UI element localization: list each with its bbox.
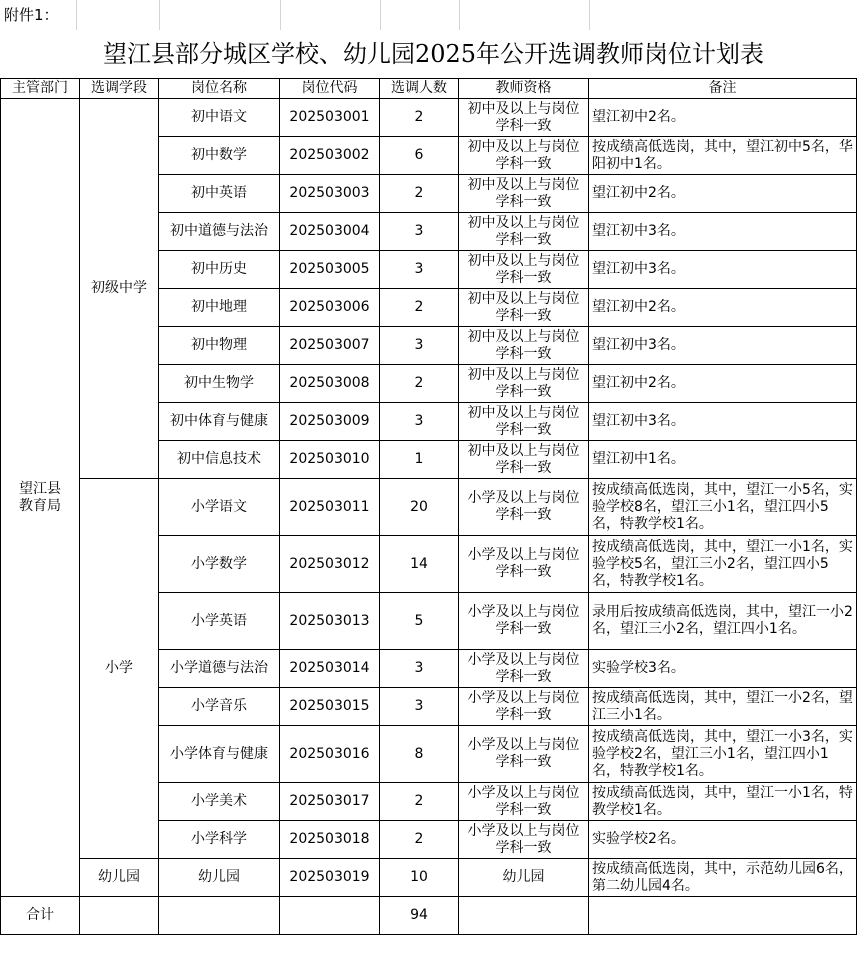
position-name: 初中生物学 — [159, 365, 280, 403]
position-code: 202503018 — [280, 821, 380, 859]
note: 望江初中1名。 — [589, 441, 857, 479]
position-count: 2 — [380, 365, 459, 403]
position-code: 202503006 — [280, 289, 380, 327]
qualification: 幼儿园 — [459, 859, 589, 897]
table-row — [1, 479, 857, 536]
header-row — [1, 79, 857, 99]
position-plan-table — [0, 78, 857, 935]
note: 实验学校2名。 — [589, 821, 857, 859]
total-label: 合计 — [1, 897, 80, 935]
position-count: 14 — [380, 536, 459, 593]
position-name: 初中信息技术 — [159, 441, 280, 479]
position-count: 3 — [380, 650, 459, 688]
position-count: 3 — [380, 403, 459, 441]
position-count: 2 — [380, 289, 459, 327]
attachment-label: 附件1： — [4, 6, 59, 24]
qualification: 初中及以上与岗位学科一致 — [459, 289, 589, 327]
header-count: 选调人数 — [380, 79, 459, 99]
header-notes: 备注 — [589, 79, 857, 99]
position-count: 3 — [380, 251, 459, 289]
note: 按成绩高低选岗，其中，望江一小2名，望江三小1名。 — [589, 688, 857, 726]
position-code: 202503005 — [280, 251, 380, 289]
position-name: 初中体育与健康 — [159, 403, 280, 441]
qualification: 初中及以上与岗位学科一致 — [459, 441, 589, 479]
position-name: 小学美术 — [159, 783, 280, 821]
qualification: 小学及以上与岗位学科一致 — [459, 726, 589, 783]
note: 望江初中2名。 — [589, 289, 857, 327]
empty-cell — [159, 897, 280, 935]
qualification: 小学及以上与岗位学科一致 — [459, 536, 589, 593]
qualification: 小学及以上与岗位学科一致 — [459, 688, 589, 726]
position-code: 202503014 — [280, 650, 380, 688]
position-name: 初中数学 — [159, 137, 280, 175]
qualification: 小学及以上与岗位学科一致 — [459, 479, 589, 536]
note: 望江初中2名。 — [589, 365, 857, 403]
header-stage: 选调学段 — [80, 79, 159, 99]
qualification: 初中及以上与岗位学科一致 — [459, 365, 589, 403]
stage-primary-cell: 小学 — [80, 479, 159, 859]
qualification: 小学及以上与岗位学科一致 — [459, 783, 589, 821]
empty-cell — [80, 897, 159, 935]
position-code: 202503002 — [280, 137, 380, 175]
position-name: 小学道德与法治 — [159, 650, 280, 688]
position-code: 202503013 — [280, 593, 380, 650]
position-count: 3 — [380, 327, 459, 365]
note: 实验学校3名。 — [589, 650, 857, 688]
stage-kindergarten-cell: 幼儿园 — [80, 859, 159, 897]
empty-cell — [280, 897, 380, 935]
position-code: 202503011 — [280, 479, 380, 536]
position-name: 小学音乐 — [159, 688, 280, 726]
note: 望江初中3名。 — [589, 403, 857, 441]
table-row — [1, 99, 857, 137]
qualification: 初中及以上与岗位学科一致 — [459, 403, 589, 441]
note: 望江初中2名。 — [589, 99, 857, 137]
position-code: 202503004 — [280, 213, 380, 251]
qualification: 初中及以上与岗位学科一致 — [459, 137, 589, 175]
position-code: 202503015 — [280, 688, 380, 726]
position-code: 202503010 — [280, 441, 380, 479]
position-code: 202503008 — [280, 365, 380, 403]
table-row — [1, 859, 857, 897]
qualification: 初中及以上与岗位学科一致 — [459, 213, 589, 251]
qualification: 小学及以上与岗位学科一致 — [459, 821, 589, 859]
header-position-name: 岗位名称 — [159, 79, 280, 99]
stage-junior-cell: 初级中学 — [80, 99, 159, 479]
position-name: 初中历史 — [159, 251, 280, 289]
position-count: 2 — [380, 99, 459, 137]
qualification: 小学及以上与岗位学科一致 — [459, 593, 589, 650]
empty-cell — [459, 897, 589, 935]
position-code: 202503017 — [280, 783, 380, 821]
position-name: 小学语文 — [159, 479, 280, 536]
spreadsheet-gridlines — [76, 0, 867, 30]
position-code: 202503019 — [280, 859, 380, 897]
department-cell: 望江县 教育局 — [1, 99, 80, 897]
position-name: 初中英语 — [159, 175, 280, 213]
qualification: 初中及以上与岗位学科一致 — [459, 251, 589, 289]
position-name: 初中地理 — [159, 289, 280, 327]
position-count: 10 — [380, 859, 459, 897]
note: 望江初中2名。 — [589, 175, 857, 213]
position-name: 小学数学 — [159, 536, 280, 593]
position-code: 202503007 — [280, 327, 380, 365]
position-count: 2 — [380, 175, 459, 213]
position-count: 5 — [380, 593, 459, 650]
position-count: 1 — [380, 441, 459, 479]
position-code: 202503003 — [280, 175, 380, 213]
position-count: 3 — [380, 213, 459, 251]
position-count: 2 — [380, 821, 459, 859]
position-code: 202503009 — [280, 403, 380, 441]
total-row — [1, 897, 857, 935]
qualification: 初中及以上与岗位学科一致 — [459, 175, 589, 213]
header-qualification: 教师资格 — [459, 79, 589, 99]
position-count: 6 — [380, 137, 459, 175]
position-count: 3 — [380, 688, 459, 726]
position-name: 小学体育与健康 — [159, 726, 280, 783]
note: 按成绩高低选岗，其中，望江一小5名，实验学校8名，望江三小1名，望江四小5名，特教学校1名。 — [589, 479, 857, 536]
position-name: 初中语文 — [159, 99, 280, 137]
header-department: 主管部门 — [1, 79, 80, 99]
empty-cell — [589, 897, 857, 935]
position-code: 202503012 — [280, 536, 380, 593]
note: 录用后按成绩高低选岗，其中，望江一小2名，望江三小2名，望江四小1名。 — [589, 593, 857, 650]
position-name: 小学科学 — [159, 821, 280, 859]
position-name: 初中道德与法治 — [159, 213, 280, 251]
qualification: 初中及以上与岗位学科一致 — [459, 99, 589, 137]
total-count: 94 — [380, 897, 459, 935]
header-position-code: 岗位代码 — [280, 79, 380, 99]
note: 按成绩高低选岗，其中，望江一小1名，特教学校1名。 — [589, 783, 857, 821]
position-count: 8 — [380, 726, 459, 783]
position-name: 初中物理 — [159, 327, 280, 365]
page-title: 望江县部分城区学校、幼儿园2025年公开选调教师岗位计划表 — [102, 40, 765, 68]
position-code: 202503016 — [280, 726, 380, 783]
qualification: 小学及以上与岗位学科一致 — [459, 650, 589, 688]
note: 按成绩高低选岗，其中，示范幼儿园6名，第二幼儿园4名。 — [589, 859, 857, 897]
note: 按成绩高低选岗，其中，望江一小1名，实验学校5名，望江三小2名，望江四小5名，特教学校1名。 — [589, 536, 857, 593]
note: 望江初中3名。 — [589, 251, 857, 289]
qualification: 初中及以上与岗位学科一致 — [459, 327, 589, 365]
position-code: 202503001 — [280, 99, 380, 137]
note: 望江初中3名。 — [589, 327, 857, 365]
position-name: 小学英语 — [159, 593, 280, 650]
note: 按成绩高低选岗，其中，望江初中5名，华阳初中1名。 — [589, 137, 857, 175]
note: 望江初中3名。 — [589, 213, 857, 251]
position-count: 2 — [380, 783, 459, 821]
position-count: 20 — [380, 479, 459, 536]
note: 按成绩高低选岗，其中，望江一小3名，实验学校2名，望江三小1名，望江四小1名，特教学校1名。 — [589, 726, 857, 783]
position-name: 幼儿园 — [159, 859, 280, 897]
